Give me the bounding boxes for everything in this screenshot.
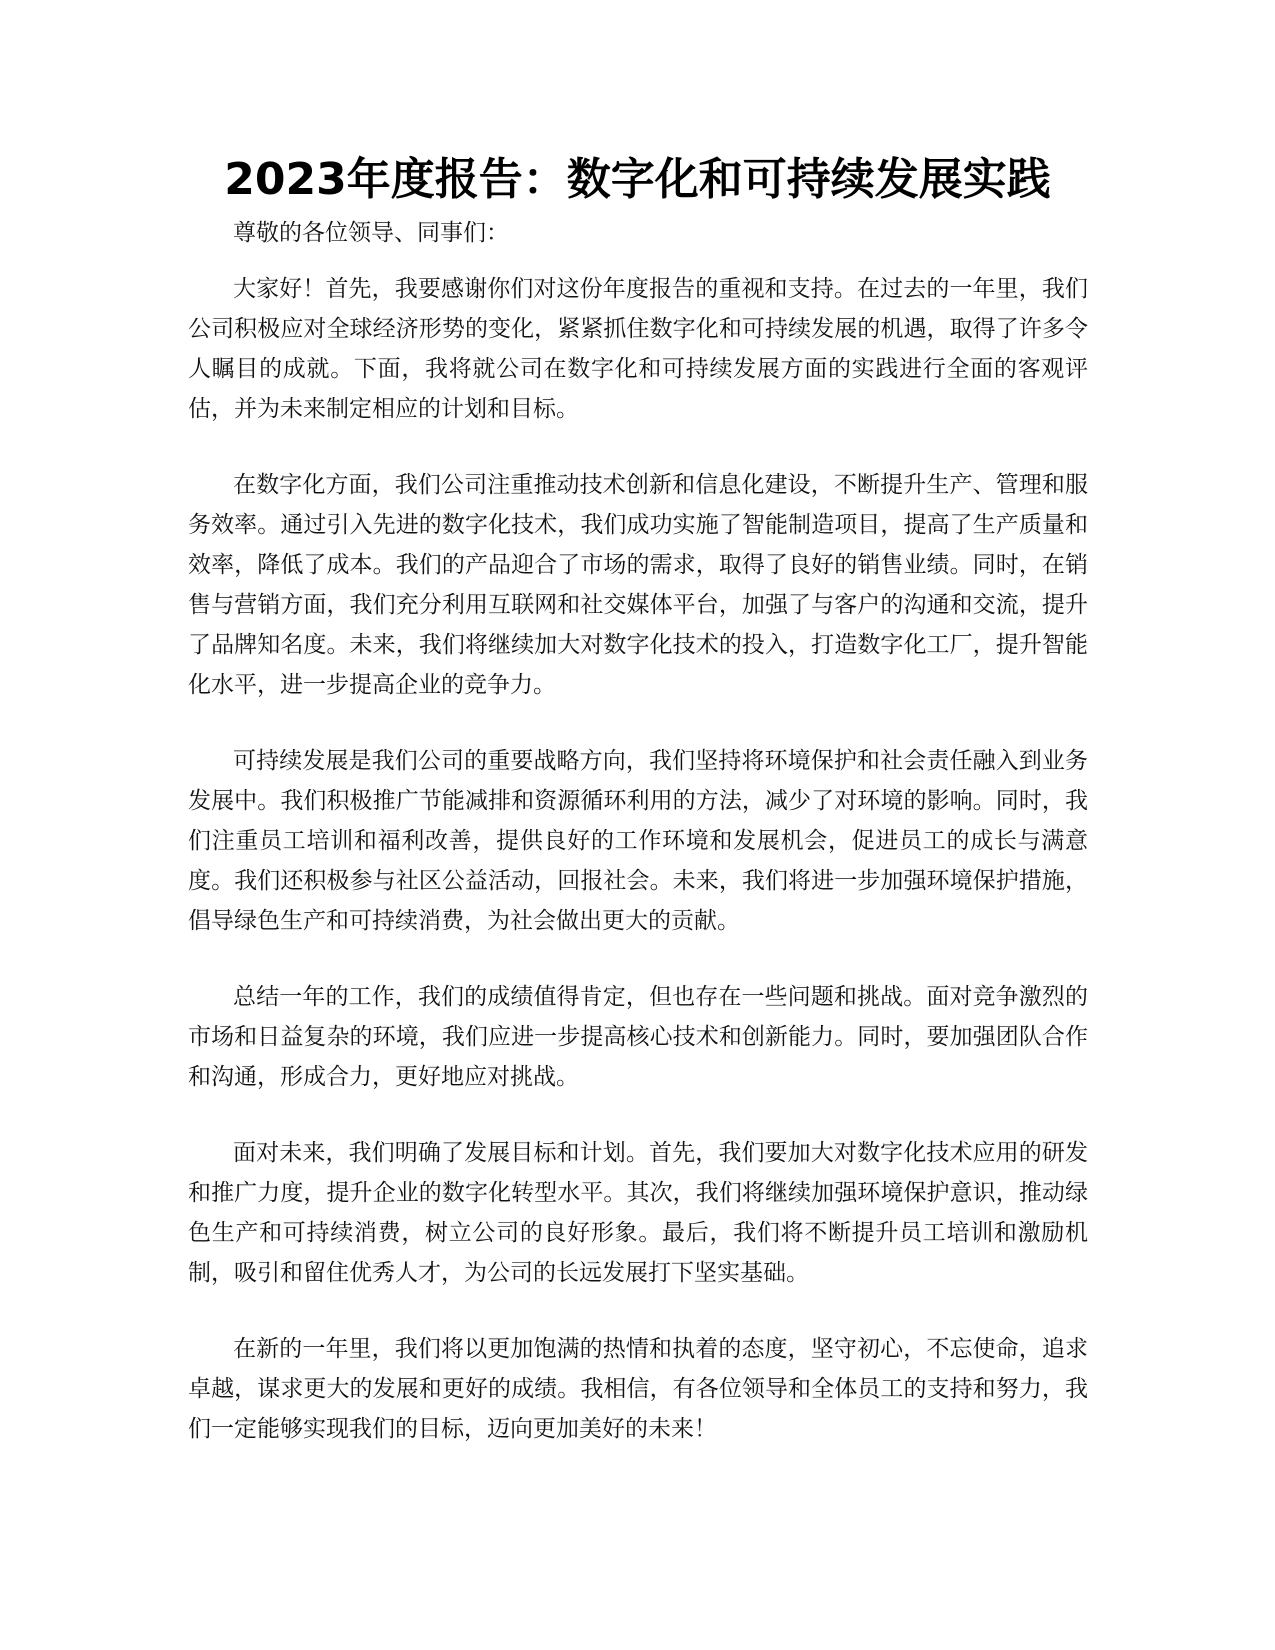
paragraph-future-plans: 面对未来，我们明确了发展目标和计划。首先，我们要加大对数字化技术应用的研发和推广力度，提升企业的数字化转型水平。其次，我们将继续加强环境保护意识，推动绿色生产和可持续消费，树立公司的良好形象。最后，我们将不断提升员工培训和激励机制，吸引和留住优秀人才，为公司的长远发展打下坚实基础。 [188,1140,1088,1286]
paragraph-summary: 总结一年的工作，我们的成绩值得肯定，但也存在一些问题和挑战。面对竞争激烈的市场和日益复杂的环境，我们应进一步提高核心技术和创新能力。同时，要加强团队合作和沟通，形成合力，更好地应对挑战。 [188,984,1088,1090]
document-body [188,213,1088,1485]
salutation: 尊敬的各位领导、同事们： [233,220,509,246]
paragraph-gratitude-intro: 大家好！首先，我要感谢你们对这份年度报告的重视和支持。在过去的一年里，我们公司积极应对全球经济形势的变化，紧紧抓住数字化和可持续发展的机遇，取得了许多令人瞩目的成就。下面，我将就公司在数字化和可持续发展方面的实践进行全面的客观评估，并为未来制定相应的计划和目标。 [188,276,1088,422]
paragraph-closing: 在新的一年里，我们将以更加饱满的热情和执着的态度，坚守初心，不忘使命，追求卓越，谋求更大的发展和更好的成绩。我相信，有各位领导和全体员工的支持和努力，我们一定能够实现我们的目标，迈向更加美好的未来！ [188,1336,1088,1442]
paragraph-digitalization: 在数字化方面，我们公司注重推动技术创新和信息化建设，不断提升生产、管理和服务效率。通过引入先进的数字化技术，我们成功实施了智能制造项目，提高了生产质量和效率，降低了成本。我们的产品迎合了市场的需求，取得了良好的销售业绩。同时，在销售与营销方面，我们充分利用互联网和社交媒体平台，加强了与客户的沟通和交流，提升了品牌知名度。未来，我们将继续加大对数字化技术的投入，打造数字化工厂，提升智能化水平，进一步提高企业的竞争力。 [188,472,1088,698]
document-title: 2023年度报告：数字化和可持续发展实践 [224,154,1051,205]
paragraph-sustainability: 可持续发展是我们公司的重要战略方向，我们坚持将环境保护和社会责任融入到业务发展中。我们积极推广节能减排和资源循环利用的方法，减少了对环境的影响。同时，我们注重员工培训和福利改善，提供良好的工作环境和发展机会，促进员工的成长与满意度。我们还积极参与社区公益活动，回报社会。未来，我们将进一步加强环境保护措施，倡导绿色生产和可持续消费，为社会做出更大的贡献。 [188,748,1088,934]
